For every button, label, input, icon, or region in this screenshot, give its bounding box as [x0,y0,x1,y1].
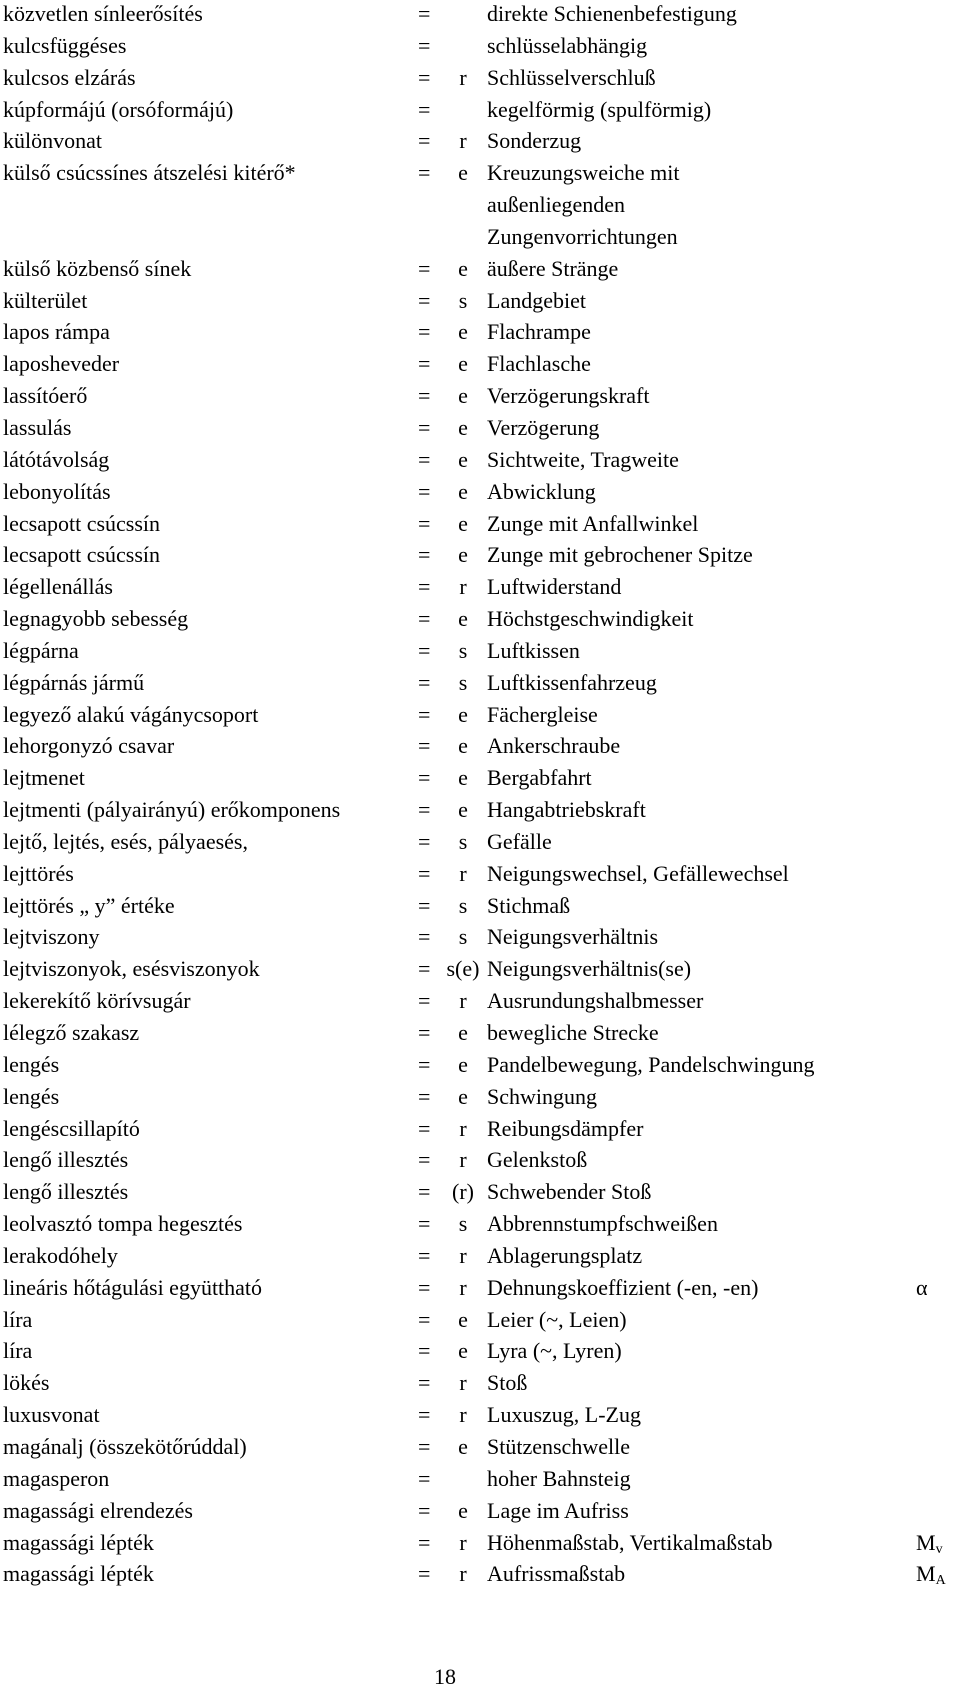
german-term: Stichmaß [487,892,571,918]
gender-marker: s [458,287,468,313]
glossary-row [0,287,960,319]
glossary-row [0,478,960,510]
hungarian-term: lehorgonyzó csavar [3,733,175,759]
hungarian-term: kulcsos elzárás [3,64,136,90]
equals-sign: = [418,1529,431,1555]
equals-sign: = [418,542,431,568]
equals-sign: = [418,574,431,600]
equals-sign: = [418,255,431,281]
hungarian-term: lengés [3,1051,60,1077]
equals-sign: = [418,96,431,122]
glossary-row [0,1433,960,1465]
equals-sign: = [418,1147,431,1173]
equals-sign: = [418,1051,431,1077]
german-term: Lyra (~, Lyren) [487,1338,622,1364]
gender-marker: (r) [452,1179,474,1205]
glossary-row [0,1529,960,1561]
equals-sign: = [418,1115,431,1141]
german-term: hoher Bahnsteig [487,1465,631,1491]
gender-marker: s [458,1211,468,1237]
german-term: Abwicklung [487,478,596,504]
hungarian-term: magassági lépték [3,1529,154,1555]
hungarian-term: különvonat [3,128,102,154]
hungarian-term: lecsapott csúcssín [3,510,161,536]
hungarian-term: külső közbenső sínek [3,255,192,281]
german-term: Stützenschwelle [487,1433,630,1459]
hungarian-term: leolvasztó tompa hegesztés [3,1211,243,1237]
gender-marker: e [458,1433,468,1459]
hungarian-term: magánalj (összekötőrúddal) [3,1433,247,1459]
glossary-row [0,510,960,542]
gender-marker: r [459,1402,467,1428]
german-term: schlüsselabhängig [487,32,648,58]
glossary-row [0,669,960,701]
equals-sign: = [418,446,431,472]
glossary-row [0,573,960,605]
german-term: Leier (~, Leien) [487,1306,627,1332]
gender-marker: e [458,797,468,823]
german-term: Gefälle [487,828,552,854]
gender-marker: r [459,1274,467,1300]
german-term: Bergabfahrt [487,765,592,791]
gender-marker: s [458,637,468,663]
hungarian-term: lengés [3,1083,60,1109]
hungarian-term: kulcsfüggéses [3,32,127,58]
german-term: Flachlasche [487,351,591,377]
glossary-row [0,1369,960,1401]
equals-sign: = [418,669,431,695]
gender-marker: e [458,1306,468,1332]
gender-marker: e [458,606,468,632]
equals-sign: = [418,1083,431,1109]
glossary-row [0,1115,960,1147]
gender-marker: s(e) [446,956,480,982]
glossary-row [0,1465,960,1497]
hungarian-term: külterület [3,287,88,313]
equals-sign: = [418,64,431,90]
equals-sign: = [418,892,431,918]
glossary-row [0,64,960,96]
german-term: äußere Stränge [487,255,619,281]
glossary-row [0,1019,960,1051]
hungarian-term: lejttörés „ y” értéke [3,892,175,918]
german-term: Luftkissen [487,637,580,663]
glossary-row [0,1401,960,1433]
glossary-row [0,1306,960,1338]
gender-marker: e [458,510,468,536]
hungarian-term: lejtviszony [3,924,100,950]
german-term: Ablagerungsplatz [487,1242,643,1268]
equals-sign: = [418,160,431,186]
glossary-row [0,1242,960,1274]
glossary-row [0,255,960,287]
german-term: Gelenkstoß [487,1147,588,1173]
hungarian-term: külső csúcssínes átszelési kitérő* [3,160,296,186]
symbol: α [916,1274,928,1300]
equals-sign: = [418,924,431,950]
german-term: Abbrennstumpfschweißen [487,1211,718,1237]
equals-sign: = [418,1242,431,1268]
hungarian-term: lökés [3,1370,50,1396]
glossary-row [0,987,960,1019]
glossary-row [0,732,960,764]
gender-marker: r [459,574,467,600]
hungarian-term: kúpformájú (orsóformájú) [3,96,234,122]
gender-marker: e [458,160,468,186]
equals-sign: = [418,828,431,854]
equals-sign: = [418,1338,431,1364]
glossary-row [0,318,960,350]
hungarian-term: lengő illesztés [3,1179,129,1205]
equals-sign: = [418,1274,431,1300]
equals-sign: = [418,1402,431,1428]
equals-sign: = [418,1211,431,1237]
gender-marker: r [459,1147,467,1173]
glossary-row [0,1083,960,1115]
german-term: Dehnungskoeffizient (-en, -en) [487,1274,759,1300]
german-term: Hangabtriebskraft [487,797,646,823]
glossary-row [0,1560,960,1592]
hungarian-term: lassulás [3,414,72,440]
hungarian-term: lassítóerő [3,383,88,409]
hungarian-term: líra [3,1306,33,1332]
symbol: $M_A$ [916,1561,946,1589]
glossary-row [0,32,960,64]
gender-marker: e [458,701,468,727]
gender-marker: r [459,860,467,886]
german-term: Ankerschraube [487,733,621,759]
german-term: Flachrampe [487,319,591,345]
equals-sign: = [418,478,431,504]
hungarian-term: magassági lépték [3,1561,154,1587]
equals-sign: = [418,510,431,536]
equals-sign: = [418,351,431,377]
gender-marker: e [458,319,468,345]
gender-marker: r [459,1529,467,1555]
glossary-row [0,637,960,669]
hungarian-term: lineáris hőtágulási együttható [3,1274,263,1300]
gender-marker: r [459,1242,467,1268]
hungarian-term: lecsapott csúcssín [3,542,161,568]
gender-marker: e [458,1083,468,1109]
hungarian-term: légpárnás jármű [3,669,145,695]
equals-sign: = [418,956,431,982]
german-term: Sonderzug [487,128,582,154]
glossary-row [0,1274,960,1306]
glossary-row [0,191,960,223]
equals-sign: = [418,1020,431,1045]
page-number: 18 [434,1664,456,1689]
hungarian-term: lengéscsillapító [3,1115,140,1141]
equals-sign: = [418,383,431,409]
hungarian-term: lengő illesztés [3,1147,129,1173]
glossary-row [0,955,960,987]
equals-sign: = [418,414,431,440]
german-term: Höhenmaßstab, Vertikalmaßstab [487,1529,773,1555]
german-term: Luftkissenfahrzeug [487,669,657,695]
hungarian-term: luxusvonat [3,1402,100,1428]
german-term: Aufrissmaßstab [487,1561,626,1587]
gender-marker: e [458,765,468,791]
equals-sign: = [418,765,431,791]
glossary-row [0,1497,960,1529]
equals-sign: = [418,1,431,26]
hungarian-term: lejtő, lejtés, esés, pályaesés, [3,828,248,854]
gender-marker: s [458,828,468,854]
german-term: Höchstgeschwindigkeit [487,606,694,632]
german-term: Verzögerung [487,414,600,440]
equals-sign: = [418,1433,431,1459]
german-term: Lage im Aufriss [487,1497,629,1523]
glossary-row [0,923,960,955]
glossary-row [0,892,960,924]
german-term: außenliegenden [487,192,626,218]
german-term: Kreuzungsweiche mit [487,160,680,186]
hungarian-term: lejtviszonyok, esésviszonyok [3,956,260,982]
equals-sign: = [418,128,431,154]
equals-sign: = [418,319,431,345]
glossary-row [0,605,960,637]
glossary-row [0,1178,960,1210]
gender-marker: e [458,351,468,377]
equals-sign: = [418,1465,431,1491]
german-term: Schwebender Stoß [487,1179,652,1205]
german-term: Ausrundungshalbmesser [487,988,704,1014]
equals-sign: = [418,797,431,823]
german-term: Neigungsverhältnis [487,924,659,950]
gender-marker: s [458,892,468,918]
gender-marker: e [458,414,468,440]
german-term: Sichtweite, Tragweite [487,446,679,472]
hungarian-term: lekerekítő körívsugár [3,988,191,1014]
gender-marker: e [458,1497,468,1523]
glossary-row [0,382,960,414]
equals-sign: = [418,988,431,1014]
german-term: Zungenvorrichtungen [487,223,678,249]
symbol: $M_v$ [916,1529,943,1557]
hungarian-term: lapos rámpa [3,319,110,345]
german-term: Verzögerungskraft [487,383,650,409]
gender-marker: e [458,1338,468,1364]
equals-sign: = [418,1179,431,1205]
equals-sign: = [418,1497,431,1523]
german-term: Fächergleise [487,701,598,727]
german-term: Luxuszug, L-Zug [487,1402,641,1428]
equals-sign: = [418,860,431,886]
hungarian-term: legnagyobb sebesség [3,606,189,632]
gender-marker: e [458,383,468,409]
german-term: Zunge mit Anfallwinkel [487,510,699,536]
gender-marker: r [459,988,467,1014]
gender-marker: e [458,1051,468,1077]
glossary-row [0,1210,960,1242]
gender-marker: r [459,128,467,154]
german-term: Neigungswechsel, Gefällewechsel [487,860,789,886]
german-term: bewegliche Strecke [487,1020,659,1045]
hungarian-term: légpárna [3,637,79,663]
glossary-row [0,828,960,860]
symbol-subscript: v [935,1541,943,1557]
glossary-row [0,159,960,191]
symbol-subscript: A [935,1573,946,1589]
german-term: Landgebiet [487,287,586,313]
equals-sign: = [418,701,431,727]
equals-sign: = [418,287,431,313]
hungarian-term: lejtmenet [3,765,85,791]
hungarian-term: magasperon [3,1465,110,1491]
gender-marker: r [459,64,467,90]
glossary-row [0,1146,960,1178]
german-term: direkte Schienenbefestigung [487,1,737,26]
gender-marker: r [459,1561,467,1587]
glossary-row [0,127,960,159]
glossary-row [0,701,960,733]
german-term: Luftwiderstand [487,574,622,600]
german-term: Zunge mit gebrochener Spitze [487,542,753,568]
gender-marker: s [458,924,468,950]
hungarian-term: laposheveder [3,351,120,377]
hungarian-term: lerakodóhely [3,1242,118,1268]
equals-sign: = [418,1306,431,1332]
german-term: Pandelbewegung, Pandelschwingung [487,1051,815,1077]
glossary-row [0,764,960,796]
equals-sign: = [418,1561,431,1587]
gender-marker: s [458,669,468,695]
hungarian-term: lejttörés [3,860,74,886]
glossary-row [0,1337,960,1369]
gender-marker: r [459,1115,467,1141]
glossary-row [0,350,960,382]
glossary-row [0,0,960,32]
gender-marker: r [459,1370,467,1396]
hungarian-term: lélegző szakasz [3,1020,140,1045]
hungarian-term: lebonyolítás [3,478,111,504]
glossary-row [0,446,960,478]
glossary-row [0,223,960,255]
equals-sign: = [418,32,431,58]
gender-marker: e [458,542,468,568]
glossary-row [0,860,960,892]
german-term: Neigungsverhältnis(se) [487,956,692,982]
hungarian-term: legyező alakú vágánycsoport [3,701,259,727]
glossary-row [0,96,960,128]
equals-sign: = [418,733,431,759]
hungarian-term: látótávolság [3,446,110,472]
hungarian-term: közvetlen sínleerősítés [3,1,203,26]
gender-marker: e [458,733,468,759]
hungarian-term: magassági elrendezés [3,1497,193,1523]
german-term: Schwingung [487,1083,597,1109]
glossary-row [0,1051,960,1083]
gender-marker: e [458,255,468,281]
german-term: kegelförmig (spulförmig) [487,96,712,122]
equals-sign: = [418,637,431,663]
hungarian-term: líra [3,1338,33,1364]
glossary-row [0,796,960,828]
gender-marker: e [458,1020,468,1045]
gender-marker: e [458,446,468,472]
equals-sign: = [418,606,431,632]
equals-sign: = [418,1370,431,1396]
german-term: Stoß [487,1370,528,1396]
german-term: Reibungsdämpfer [487,1115,644,1141]
hungarian-term: lejtmenti (pályairányú) erőkomponens [3,797,341,823]
german-term: Schlüsselverschluß [487,64,656,90]
gender-marker: e [458,478,468,504]
glossary-row [0,541,960,573]
glossary-row [0,414,960,446]
hungarian-term: légellenállás [3,574,113,600]
